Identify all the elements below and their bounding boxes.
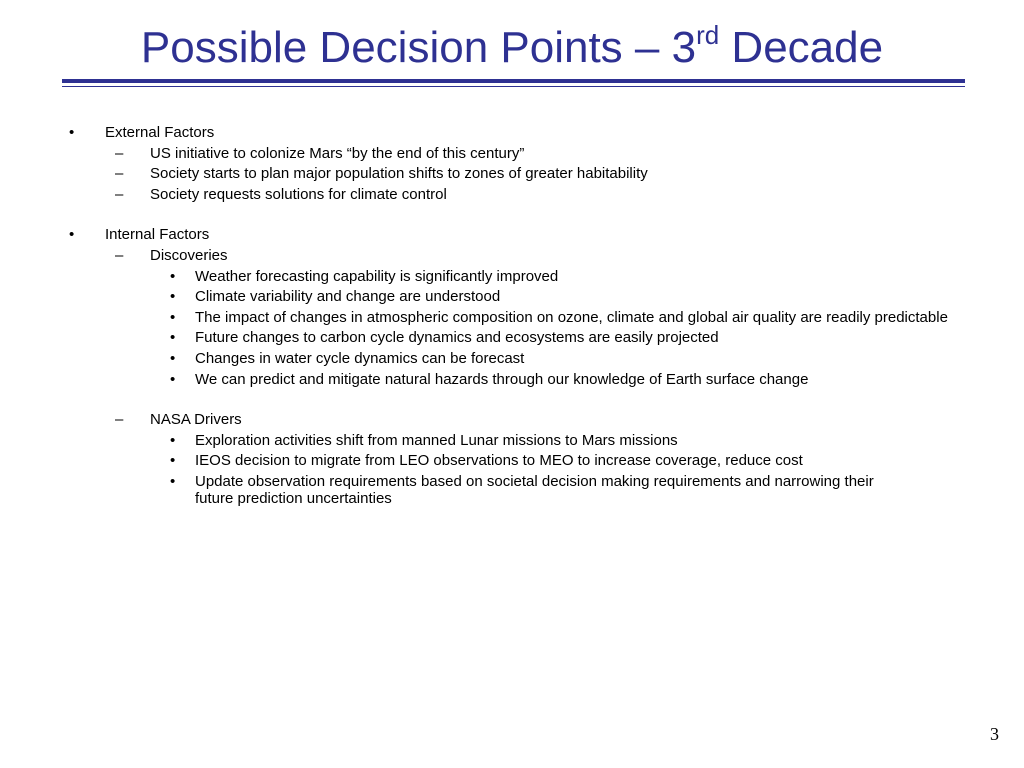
slide-title <box>0 22 1024 74</box>
sub-sub-item <box>0 268 1024 285</box>
sub-heading-discoveries <box>0 247 1024 264</box>
dash-marker: – <box>115 246 124 264</box>
sub-heading-nasa-drivers <box>0 411 1024 428</box>
item-text: Update observation requirements based on societal decision making requirements and narrowing their future prediction uncertainties <box>195 472 874 507</box>
bullet-marker: • <box>69 226 75 244</box>
sub-sub-item <box>0 452 1024 469</box>
bullet-marker: • <box>170 452 176 470</box>
item-text: Future changes to carbon cycle dynamics and ecosystems are easily projected <box>195 329 719 347</box>
item-text: Society requests solutions for climate control <box>150 185 447 203</box>
title-rule-thick <box>62 79 965 83</box>
dash-marker: – <box>115 185 124 203</box>
sub-item <box>0 186 1024 203</box>
bullet-text: External Factors <box>105 124 215 141</box>
item-text: Discoveries <box>150 246 228 264</box>
bullet-marker: • <box>69 124 75 141</box>
title-end: Decade <box>719 23 884 72</box>
sub-sub-item <box>0 288 1024 305</box>
title-main: Possible Decision Points – 3 <box>140 23 697 72</box>
sub-sub-item <box>0 350 1024 367</box>
item-text: We can predict and mitigate natural hazards through our knowledge of Earth surface change <box>195 370 809 388</box>
bullet-marker: • <box>170 329 176 347</box>
bullet-text: Internal Factors <box>105 226 210 244</box>
item-text: NASA Drivers <box>150 411 242 429</box>
page-number: 3 <box>990 724 999 744</box>
sub-sub-item <box>0 309 1024 326</box>
sub-sub-item <box>0 371 1024 388</box>
sub-sub-item <box>0 473 895 507</box>
title-rule-thin <box>62 86 965 87</box>
bullet-marker: • <box>170 370 176 388</box>
slide-body <box>0 124 1024 511</box>
dash-marker: – <box>115 144 124 162</box>
sub-sub-item <box>0 432 1024 449</box>
bullet-internal-factors <box>0 226 1024 243</box>
item-text: US initiative to colonize Mars “by the end of this century” <box>150 144 525 162</box>
item-text: Weather forecasting capability is significantly improved <box>195 267 559 285</box>
bullet-marker: • <box>170 288 176 306</box>
item-text: Exploration activities shift from manned Lunar missions to Mars missions <box>195 431 678 449</box>
sub-item <box>0 165 1024 182</box>
item-text: Changes in water cycle dynamics can be forecast <box>195 349 525 367</box>
item-text: Climate variability and change are understood <box>195 288 501 306</box>
sub-item <box>0 145 1024 162</box>
bullet-marker: • <box>170 472 176 490</box>
sub-sub-item <box>0 329 1024 346</box>
bullet-marker: • <box>170 431 176 449</box>
item-text: The impact of changes in atmospheric composition on ozone, climate and global air quality are readily predictable <box>195 308 948 326</box>
dash-marker: – <box>115 411 124 429</box>
item-text: IEOS decision to migrate from LEO observations to MEO to increase coverage, reduce cost <box>195 452 803 470</box>
item-text: Society starts to plan major population shifts to zones of greater habitability <box>150 165 648 183</box>
spacer <box>0 391 1024 411</box>
bullet-marker: • <box>170 349 176 367</box>
title-superscript: rd <box>696 20 720 50</box>
dash-marker: – <box>115 165 124 183</box>
spacer <box>0 206 1024 226</box>
bullet-marker: • <box>170 308 176 326</box>
bullet-external-factors <box>0 124 1024 141</box>
bullet-marker: • <box>170 267 176 285</box>
